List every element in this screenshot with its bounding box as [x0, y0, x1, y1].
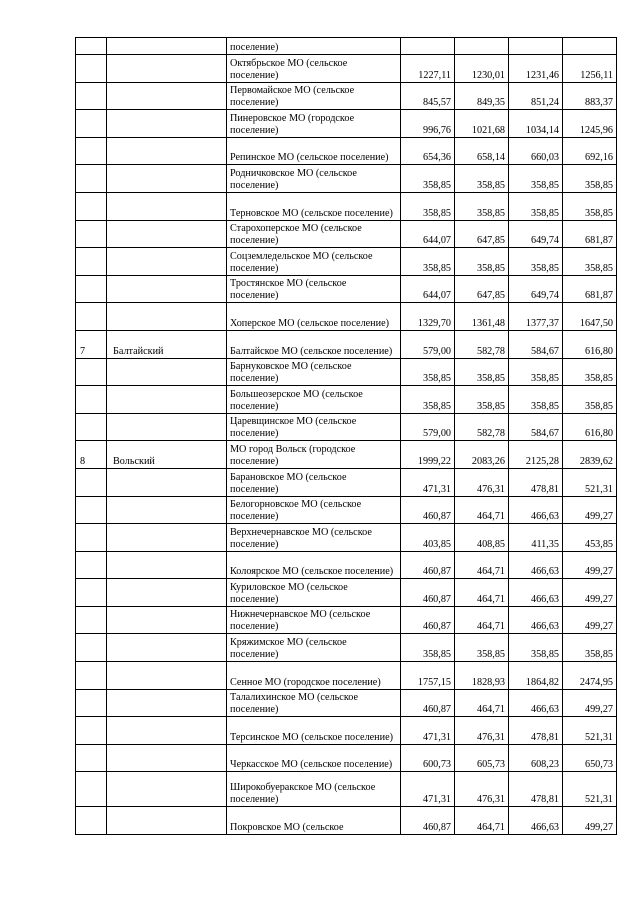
value-cell-4: 1256,11 [563, 55, 617, 83]
value-cell-1: 403,85 [401, 524, 455, 552]
table-row [76, 744, 617, 772]
value-cell-1: 460,87 [401, 579, 455, 607]
value-cell-1: 654,36 [401, 137, 455, 165]
value-cell-4: 499,27 [563, 689, 617, 717]
value-cell-4: 616,80 [563, 413, 617, 441]
row-number-cell [76, 220, 107, 248]
district-cell [107, 192, 227, 220]
value-cell-1: 1329,70 [401, 303, 455, 331]
value-cell-4: 358,85 [563, 248, 617, 276]
table-row [76, 55, 617, 83]
row-number-cell [76, 303, 107, 331]
district-cell [107, 524, 227, 552]
table-row [76, 579, 617, 607]
value-cell-2: 358,85 [455, 248, 509, 276]
municipality-name-cell: Царевщинское МО (сельское поселение) [227, 413, 401, 441]
table-row [76, 192, 617, 220]
municipality-name-cell: Терновское МО (сельское поселение) [227, 192, 401, 220]
value-cell-1: 579,00 [401, 413, 455, 441]
value-cell-1: 471,31 [401, 772, 455, 807]
table-row [76, 524, 617, 552]
value-cell-1: 1757,15 [401, 662, 455, 690]
row-number-cell [76, 137, 107, 165]
district-cell [107, 634, 227, 662]
table-row [76, 137, 617, 165]
row-number-cell [76, 689, 107, 717]
municipality-name-cell: Первомайское МО (сельское поселение) [227, 82, 401, 110]
value-cell-4: 1647,50 [563, 303, 617, 331]
value-cell-3: 466,63 [509, 689, 563, 717]
value-cell-2: 476,31 [455, 717, 509, 745]
district-cell [107, 662, 227, 690]
value-cell-2: 464,71 [455, 496, 509, 524]
table-row [76, 807, 617, 835]
value-cell-4: 521,31 [563, 468, 617, 496]
row-number-cell [76, 413, 107, 441]
value-cell-1: 460,87 [401, 807, 455, 835]
district-cell [107, 579, 227, 607]
value-cell-4: 521,31 [563, 717, 617, 745]
value-cell-1: 358,85 [401, 358, 455, 386]
tariff-table [75, 37, 617, 835]
value-cell-1: 460,87 [401, 606, 455, 634]
value-cell-1: 471,31 [401, 468, 455, 496]
district-cell [107, 468, 227, 496]
row-number-cell [76, 579, 107, 607]
municipality-name-cell: Репинское МО (сельское поселение) [227, 137, 401, 165]
value-cell-2: 358,85 [455, 192, 509, 220]
municipality-name-cell: Черкасское МО (сельское поселение) [227, 744, 401, 772]
value-cell-3: 478,81 [509, 468, 563, 496]
row-number-cell [76, 275, 107, 303]
municipality-name-cell: Старохоперское МО (сельское поселение) [227, 220, 401, 248]
value-cell-4: 358,85 [563, 386, 617, 414]
value-cell-3: 466,63 [509, 496, 563, 524]
municipality-name-cell: Куриловское МО (сельское поселение) [227, 579, 401, 607]
district-cell [107, 386, 227, 414]
table-row [76, 772, 617, 807]
table-row [76, 110, 617, 138]
row-number-cell: 7 [76, 330, 107, 358]
table-row [76, 330, 617, 358]
value-cell-2: 849,35 [455, 82, 509, 110]
row-number-cell [76, 248, 107, 276]
value-cell-4: 358,85 [563, 634, 617, 662]
value-cell-4: 358,85 [563, 192, 617, 220]
value-cell-2 [455, 38, 509, 55]
district-cell [107, 606, 227, 634]
municipality-name-cell: Терсинское МО (сельское поселение) [227, 717, 401, 745]
value-cell-3: 411,35 [509, 524, 563, 552]
table-row [76, 662, 617, 690]
value-cell-2: 358,85 [455, 386, 509, 414]
municipality-name-cell: Верхнечернавское МО (сельское поселение) [227, 524, 401, 552]
value-cell-2: 647,85 [455, 275, 509, 303]
municipality-name-cell: Тростянское МО (сельское поселение) [227, 275, 401, 303]
value-cell-3: 478,81 [509, 717, 563, 745]
row-number-cell [76, 772, 107, 807]
table-row [76, 441, 617, 469]
value-cell-2: 464,71 [455, 689, 509, 717]
district-cell [107, 55, 227, 83]
value-cell-3: 358,85 [509, 248, 563, 276]
table-row [76, 468, 617, 496]
value-cell-1 [401, 38, 455, 55]
municipality-name-cell: Сенное МО (городское поселение) [227, 662, 401, 690]
district-cell [107, 303, 227, 331]
row-number-cell [76, 496, 107, 524]
value-cell-3: 466,63 [509, 579, 563, 607]
value-cell-3: 1231,46 [509, 55, 563, 83]
row-number-cell [76, 717, 107, 745]
district-cell [107, 744, 227, 772]
value-cell-2: 476,31 [455, 772, 509, 807]
value-cell-1: 358,85 [401, 192, 455, 220]
district-cell: Балтайский [107, 330, 227, 358]
value-cell-1: 579,00 [401, 330, 455, 358]
municipality-name-cell: Хоперское МО (сельское поселение) [227, 303, 401, 331]
table-row [76, 496, 617, 524]
table-row [76, 275, 617, 303]
value-cell-2: 408,85 [455, 524, 509, 552]
table-row [76, 358, 617, 386]
table-row [76, 38, 617, 55]
value-cell-1: 460,87 [401, 496, 455, 524]
table-row [76, 689, 617, 717]
row-number-cell [76, 662, 107, 690]
district-cell [107, 358, 227, 386]
value-cell-3: 358,85 [509, 386, 563, 414]
row-number-cell [76, 634, 107, 662]
value-cell-1: 845,57 [401, 82, 455, 110]
value-cell-2: 605,73 [455, 744, 509, 772]
value-cell-3: 1034,14 [509, 110, 563, 138]
row-number-cell [76, 744, 107, 772]
value-cell-2: 464,71 [455, 606, 509, 634]
value-cell-4: 521,31 [563, 772, 617, 807]
district-cell [107, 413, 227, 441]
value-cell-4: 616,80 [563, 330, 617, 358]
district-cell [107, 551, 227, 579]
value-cell-2: 358,85 [455, 634, 509, 662]
table-row [76, 386, 617, 414]
value-cell-1: 460,87 [401, 689, 455, 717]
municipality-name-cell: Широкобуеракское МО (сельское поселение) [227, 772, 401, 807]
table-row [76, 413, 617, 441]
district-cell [107, 717, 227, 745]
district-cell [107, 38, 227, 55]
municipality-name-cell: Пинеровское МО (городское поселение) [227, 110, 401, 138]
value-cell-2: 1828,93 [455, 662, 509, 690]
table-row [76, 248, 617, 276]
value-cell-3: 1864,82 [509, 662, 563, 690]
value-cell-1: 471,31 [401, 717, 455, 745]
value-cell-3: 851,24 [509, 82, 563, 110]
municipality-name-cell: Белогорновское МО (сельское поселение) [227, 496, 401, 524]
value-cell-1: 1999,22 [401, 441, 455, 469]
municipality-name-cell: Колоярское МО (сельское поселение) [227, 551, 401, 579]
value-cell-3: 466,63 [509, 606, 563, 634]
table-row [76, 220, 617, 248]
value-cell-4: 681,87 [563, 275, 617, 303]
table-body [76, 38, 617, 835]
value-cell-2: 647,85 [455, 220, 509, 248]
value-cell-2: 464,71 [455, 807, 509, 835]
row-number-cell [76, 807, 107, 835]
row-number-cell [76, 82, 107, 110]
district-cell [107, 220, 227, 248]
municipality-name-cell: Балтайское МО (сельское поселение) [227, 330, 401, 358]
value-cell-2: 358,85 [455, 358, 509, 386]
table-row [76, 303, 617, 331]
table-row [76, 82, 617, 110]
value-cell-1: 358,85 [401, 248, 455, 276]
value-cell-4: 499,27 [563, 496, 617, 524]
value-cell-2: 582,78 [455, 413, 509, 441]
row-number-cell [76, 468, 107, 496]
table-row [76, 717, 617, 745]
value-cell-1: 644,07 [401, 220, 455, 248]
municipality-name-cell: Родничковское МО (сельское поселение) [227, 165, 401, 193]
municipality-name-cell: Кряжимское МО (сельское поселение) [227, 634, 401, 662]
row-number-cell [76, 386, 107, 414]
row-number-cell [76, 38, 107, 55]
value-cell-3: 478,81 [509, 772, 563, 807]
table-row [76, 634, 617, 662]
value-cell-3: 2125,28 [509, 441, 563, 469]
district-cell [107, 275, 227, 303]
value-cell-2: 582,78 [455, 330, 509, 358]
value-cell-3: 358,85 [509, 165, 563, 193]
value-cell-3: 649,74 [509, 220, 563, 248]
value-cell-3: 649,74 [509, 275, 563, 303]
value-cell-1: 358,85 [401, 165, 455, 193]
value-cell-4: 358,85 [563, 165, 617, 193]
district-cell [107, 137, 227, 165]
value-cell-3: 584,67 [509, 330, 563, 358]
row-number-cell [76, 524, 107, 552]
value-cell-3: 660,03 [509, 137, 563, 165]
table-row [76, 165, 617, 193]
municipality-name-cell: Большеозерское МО (сельское поселение) [227, 386, 401, 414]
value-cell-1: 996,76 [401, 110, 455, 138]
value-cell-2: 1021,68 [455, 110, 509, 138]
value-cell-4: 453,85 [563, 524, 617, 552]
value-cell-3: 608,23 [509, 744, 563, 772]
district-cell [107, 496, 227, 524]
row-number-cell [76, 606, 107, 634]
value-cell-3: 466,63 [509, 807, 563, 835]
value-cell-3: 358,85 [509, 192, 563, 220]
row-number-cell [76, 110, 107, 138]
row-number-cell [76, 192, 107, 220]
value-cell-4: 499,27 [563, 606, 617, 634]
row-number-cell: 8 [76, 441, 107, 469]
municipality-name-cell: Октябрьское МО (сельское поселение) [227, 55, 401, 83]
municipality-name-cell: Барнуковское МО (сельское поселение) [227, 358, 401, 386]
municipality-name-cell: Барановское МО (сельское поселение) [227, 468, 401, 496]
district-cell [107, 248, 227, 276]
value-cell-4: 2474,95 [563, 662, 617, 690]
value-cell-2: 1361,48 [455, 303, 509, 331]
table-row [76, 551, 617, 579]
value-cell-4: 1245,96 [563, 110, 617, 138]
value-cell-4: 358,85 [563, 358, 617, 386]
value-cell-1: 1227,11 [401, 55, 455, 83]
value-cell-3 [509, 38, 563, 55]
row-number-cell [76, 55, 107, 83]
value-cell-1: 358,85 [401, 634, 455, 662]
value-cell-2: 358,85 [455, 165, 509, 193]
value-cell-4: 499,27 [563, 551, 617, 579]
value-cell-2: 1230,01 [455, 55, 509, 83]
value-cell-4: 681,87 [563, 220, 617, 248]
value-cell-1: 644,07 [401, 275, 455, 303]
district-cell [107, 110, 227, 138]
value-cell-4: 692,16 [563, 137, 617, 165]
value-cell-3: 1377,37 [509, 303, 563, 331]
district-cell [107, 82, 227, 110]
value-cell-1: 600,73 [401, 744, 455, 772]
value-cell-3: 466,63 [509, 551, 563, 579]
row-number-cell [76, 551, 107, 579]
district-cell [107, 689, 227, 717]
value-cell-3: 584,67 [509, 413, 563, 441]
value-cell-1: 358,85 [401, 386, 455, 414]
value-cell-4: 650,73 [563, 744, 617, 772]
district-cell [107, 772, 227, 807]
value-cell-2: 2083,26 [455, 441, 509, 469]
value-cell-2: 464,71 [455, 579, 509, 607]
value-cell-2: 464,71 [455, 551, 509, 579]
municipality-name-cell: поселение) [227, 38, 401, 55]
value-cell-4: 883,37 [563, 82, 617, 110]
row-number-cell [76, 165, 107, 193]
municipality-name-cell: Соцземледельское МО (сельское поселение) [227, 248, 401, 276]
value-cell-3: 358,85 [509, 634, 563, 662]
value-cell-4 [563, 38, 617, 55]
value-cell-4: 499,27 [563, 579, 617, 607]
district-cell [107, 165, 227, 193]
value-cell-2: 476,31 [455, 468, 509, 496]
municipality-name-cell: Талалихинское МО (сельское поселение) [227, 689, 401, 717]
district-cell [107, 807, 227, 835]
value-cell-3: 358,85 [509, 358, 563, 386]
value-cell-2: 658,14 [455, 137, 509, 165]
row-number-cell [76, 358, 107, 386]
value-cell-1: 460,87 [401, 551, 455, 579]
value-cell-4: 2839,62 [563, 441, 617, 469]
municipality-name-cell: Нижнечернавское МО (сельское поселение) [227, 606, 401, 634]
table-row [76, 606, 617, 634]
value-cell-4: 499,27 [563, 807, 617, 835]
municipality-name-cell: МО город Вольск (городское поселение) [227, 441, 401, 469]
municipality-name-cell: Покровское МО (сельское [227, 807, 401, 835]
district-cell: Вольский [107, 441, 227, 469]
